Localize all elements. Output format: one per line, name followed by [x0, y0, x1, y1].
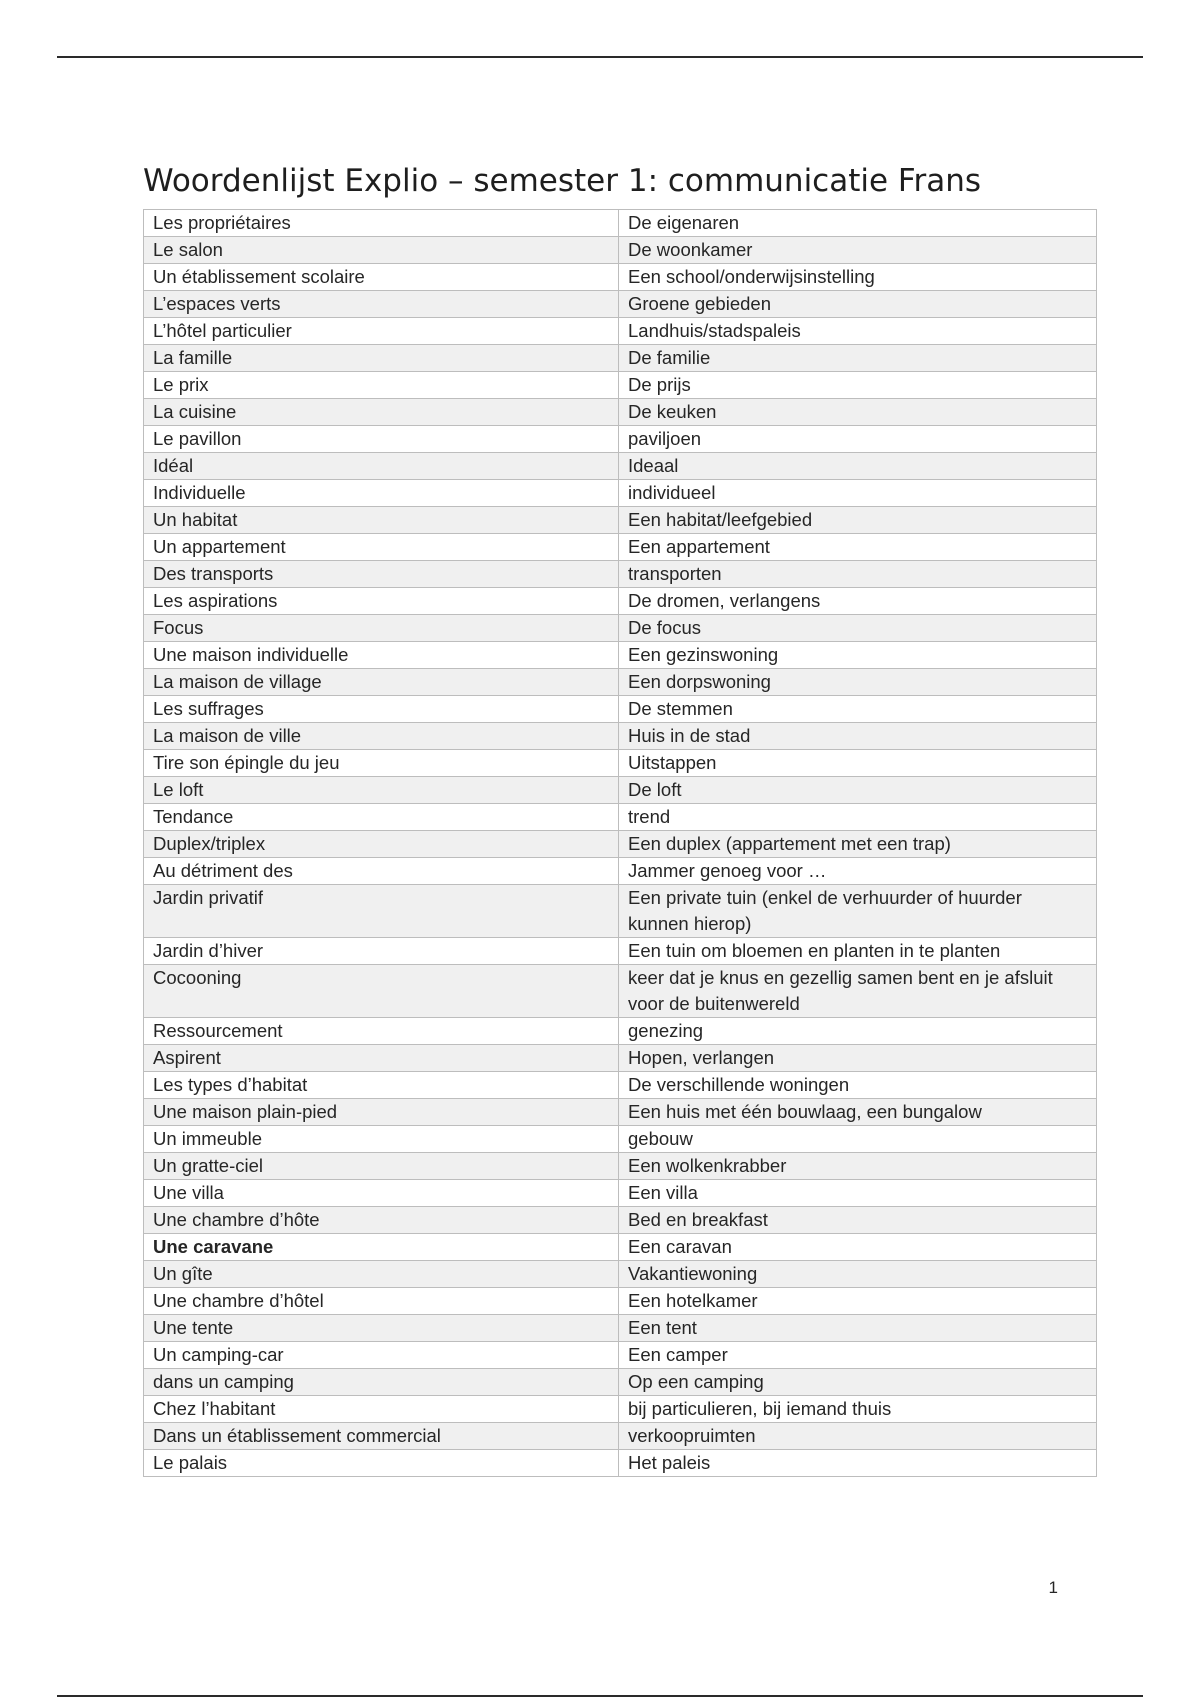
french-term-cell: La cuisine: [144, 399, 619, 426]
dutch-translation-cell: Een hotelkamer: [619, 1288, 1097, 1315]
table-row: [144, 291, 1097, 318]
dutch-translation-cell: Een gezinswoning: [619, 642, 1097, 669]
table-row: [144, 615, 1097, 642]
table-row: [144, 723, 1097, 750]
dutch-translation-cell: De focus: [619, 615, 1097, 642]
french-term-cell: Ressourcement: [144, 1018, 619, 1045]
table-row: [144, 1072, 1097, 1099]
table-row: [144, 345, 1097, 372]
dutch-translation-cell: De eigenaren: [619, 210, 1097, 237]
table-row: [144, 507, 1097, 534]
french-term-cell: Un habitat: [144, 507, 619, 534]
table-row: [144, 965, 1097, 1018]
french-term-cell: Une tente: [144, 1315, 619, 1342]
french-term-cell: Idéal: [144, 453, 619, 480]
table-row: [144, 642, 1097, 669]
table-row: [144, 831, 1097, 858]
dutch-translation-cell: Een villa: [619, 1180, 1097, 1207]
dutch-translation-cell: verkoopruimten: [619, 1423, 1097, 1450]
table-row: [144, 318, 1097, 345]
table-row: [144, 858, 1097, 885]
table-row: [144, 1315, 1097, 1342]
dutch-translation-cell: Een wolkenkrabber: [619, 1153, 1097, 1180]
dutch-translation-cell: Uitstappen: [619, 750, 1097, 777]
dutch-translation-cell: individueel: [619, 480, 1097, 507]
french-term-cell: Duplex/triplex: [144, 831, 619, 858]
french-term-cell: L’hôtel particulier: [144, 318, 619, 345]
french-term-cell: La famille: [144, 345, 619, 372]
table-row: [144, 237, 1097, 264]
french-term-cell: Chez l’habitant: [144, 1396, 619, 1423]
french-term-cell: Une maison plain-pied: [144, 1099, 619, 1126]
dutch-translation-cell: Vakantiewoning: [619, 1261, 1097, 1288]
french-term-cell: La maison de ville: [144, 723, 619, 750]
dutch-translation-cell: Een school/onderwijsinstelling: [619, 264, 1097, 291]
french-term-cell: Le palais: [144, 1450, 619, 1477]
dutch-translation-cell: Hopen, verlangen: [619, 1045, 1097, 1072]
header-rule: [57, 56, 1143, 58]
dutch-translation-cell: Groene gebieden: [619, 291, 1097, 318]
dutch-translation-cell: De dromen, verlangens: [619, 588, 1097, 615]
dutch-translation-cell: Een private tuin (enkel de verhuurder of huurder kunnen hierop): [619, 885, 1097, 938]
page-title: Woordenlijst Explio – semester 1: communicatie Frans: [143, 163, 982, 199]
table-row: [144, 399, 1097, 426]
table-row: [144, 938, 1097, 965]
dutch-translation-cell: Een camper: [619, 1342, 1097, 1369]
footer-rule: [57, 1695, 1143, 1697]
french-term-cell: Jardin privatif: [144, 885, 619, 938]
page-number: 1: [1048, 1578, 1058, 1597]
table-row: [144, 804, 1097, 831]
dutch-translation-cell: Een dorpswoning: [619, 669, 1097, 696]
dutch-translation-cell: Landhuis/stadspaleis: [619, 318, 1097, 345]
table-row: [144, 669, 1097, 696]
dutch-translation-cell: Op een camping: [619, 1369, 1097, 1396]
french-term-cell: Les suffrages: [144, 696, 619, 723]
table-row: [144, 426, 1097, 453]
dutch-translation-cell: Bed en breakfast: [619, 1207, 1097, 1234]
dutch-translation-cell: Een habitat/leefgebied: [619, 507, 1097, 534]
french-term-cell: La maison de village: [144, 669, 619, 696]
french-term-cell: Une villa: [144, 1180, 619, 1207]
table-row: [144, 588, 1097, 615]
french-term-cell: Un établissement scolaire: [144, 264, 619, 291]
table-row: [144, 453, 1097, 480]
french-term-cell: L’espaces verts: [144, 291, 619, 318]
dutch-translation-cell: Een tent: [619, 1315, 1097, 1342]
french-term-cell: Les types d’habitat: [144, 1072, 619, 1099]
french-term-cell: Des transports: [144, 561, 619, 588]
table-row: [144, 264, 1097, 291]
table-row: [144, 1369, 1097, 1396]
french-term-cell: Les aspirations: [144, 588, 619, 615]
french-term-cell: Une chambre d’hôtel: [144, 1288, 619, 1315]
table-row: [144, 696, 1097, 723]
french-term-cell: Une caravane: [144, 1234, 619, 1261]
dutch-translation-cell: Een duplex (appartement met een trap): [619, 831, 1097, 858]
table-row: [144, 372, 1097, 399]
french-term-cell: Un immeuble: [144, 1126, 619, 1153]
french-term-cell: Un gratte-ciel: [144, 1153, 619, 1180]
french-term-cell: Une maison individuelle: [144, 642, 619, 669]
french-term-cell: Focus: [144, 615, 619, 642]
table-row: [144, 1180, 1097, 1207]
french-term-cell: Les propriétaires: [144, 210, 619, 237]
french-term-cell: Le prix: [144, 372, 619, 399]
dutch-translation-cell: De verschillende woningen: [619, 1072, 1097, 1099]
table-row: [144, 1153, 1097, 1180]
table-row: [144, 210, 1097, 237]
table-row: [144, 1045, 1097, 1072]
french-term-cell: Jardin d’hiver: [144, 938, 619, 965]
dutch-translation-cell: genezing: [619, 1018, 1097, 1045]
french-term-cell: Dans un établissement commercial: [144, 1423, 619, 1450]
table-row: [144, 1396, 1097, 1423]
french-term-cell: Un gîte: [144, 1261, 619, 1288]
table-row: [144, 534, 1097, 561]
dutch-translation-cell: bij particulieren, bij iemand thuis: [619, 1396, 1097, 1423]
french-term-cell: Tendance: [144, 804, 619, 831]
table-row: [144, 1234, 1097, 1261]
table-row: [144, 561, 1097, 588]
table-row: [144, 1423, 1097, 1450]
table-row: [144, 1207, 1097, 1234]
table-row: [144, 1288, 1097, 1315]
french-term-cell: dans un camping: [144, 1369, 619, 1396]
dutch-translation-cell: Een appartement: [619, 534, 1097, 561]
table-row: [144, 1261, 1097, 1288]
french-term-cell: Une chambre d’hôte: [144, 1207, 619, 1234]
vocabulary-table-body: [144, 210, 1097, 1477]
dutch-translation-cell: Huis in de stad: [619, 723, 1097, 750]
dutch-translation-cell: De loft: [619, 777, 1097, 804]
dutch-translation-cell: transporten: [619, 561, 1097, 588]
french-term-cell: Le pavillon: [144, 426, 619, 453]
dutch-translation-cell: Jammer genoeg voor …: [619, 858, 1097, 885]
table-row: [144, 1450, 1097, 1477]
dutch-translation-cell: De keuken: [619, 399, 1097, 426]
dutch-translation-cell: De woonkamer: [619, 237, 1097, 264]
dutch-translation-cell: De stemmen: [619, 696, 1097, 723]
dutch-translation-cell: paviljoen: [619, 426, 1097, 453]
french-term-cell: Cocooning: [144, 965, 619, 1018]
dutch-translation-cell: De prijs: [619, 372, 1097, 399]
dutch-translation-cell: Een caravan: [619, 1234, 1097, 1261]
dutch-translation-cell: De familie: [619, 345, 1097, 372]
table-row: [144, 777, 1097, 804]
table-row: [144, 750, 1097, 777]
dutch-translation-cell: trend: [619, 804, 1097, 831]
dutch-translation-cell: gebouw: [619, 1126, 1097, 1153]
french-term-cell: Le loft: [144, 777, 619, 804]
dutch-translation-cell: Een huis met één bouwlaag, een bungalow: [619, 1099, 1097, 1126]
table-row: [144, 885, 1097, 938]
french-term-cell: Tire son épingle du jeu: [144, 750, 619, 777]
table-row: [144, 1342, 1097, 1369]
dutch-translation-cell: Een tuin om bloemen en planten in te planten: [619, 938, 1097, 965]
table-row: [144, 480, 1097, 507]
table-row: [144, 1126, 1097, 1153]
vocabulary-table: [143, 209, 1097, 1477]
french-term-cell: Le salon: [144, 237, 619, 264]
french-term-cell: Aspirent: [144, 1045, 619, 1072]
french-term-cell: Un appartement: [144, 534, 619, 561]
french-term-cell: Au détriment des: [144, 858, 619, 885]
dutch-translation-cell: keer dat je knus en gezellig samen bent en je afsluit voor de buitenwereld: [619, 965, 1097, 1018]
french-term-cell: Individuelle: [144, 480, 619, 507]
dutch-translation-cell: Het paleis: [619, 1450, 1097, 1477]
french-term-cell: Un camping-car: [144, 1342, 619, 1369]
table-row: [144, 1018, 1097, 1045]
table-row: [144, 1099, 1097, 1126]
dutch-translation-cell: Ideaal: [619, 453, 1097, 480]
